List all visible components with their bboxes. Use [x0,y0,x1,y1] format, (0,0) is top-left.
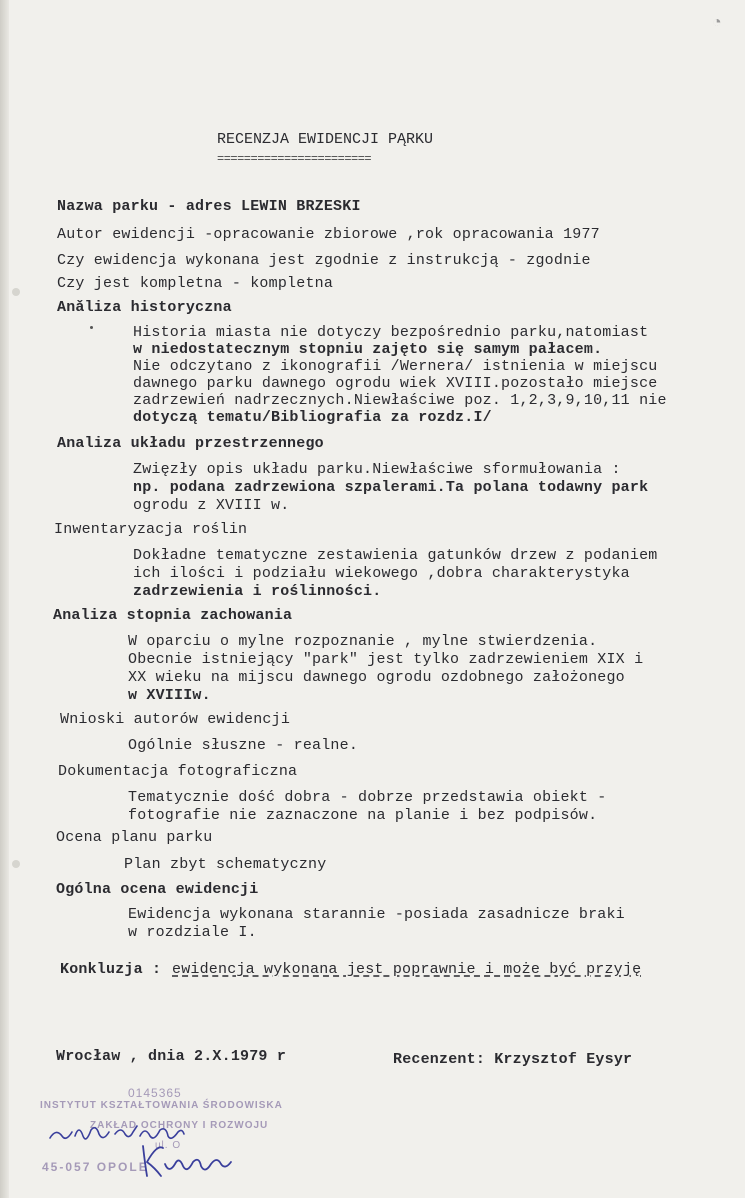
text-line: Ogólnie słuszne - realne. [128,737,359,754]
heading-overall-assessment: Ogólna ocena ewidencji [56,881,259,898]
text-line: w XVIIIw. [128,687,211,704]
corner-mark: ◔ [712,14,722,32]
text-line: ogrodu z XVIII w. [133,497,290,514]
text-line: dotyczą tematu/Bibliografia za rozdz.I/ [133,409,492,426]
heading-preservation: Analiza stopnia zachowania [53,607,293,624]
text-line: Tematycznie dość dobra - dobrze przedstawia obiekt - [128,789,607,806]
line-park-name: Nazwa parku - adres LEWIN BRZESKI [57,198,361,215]
document-title: RECENZJA EWIDENCJI PĄRKU [217,131,434,148]
text-line: np. podana zadrzewiona szpalerami.Ta polana todawny park [133,479,649,496]
text-line: Nie odczytano z ikonografii /Wernera/ istnienia w miejscu [133,358,658,375]
stamp-institution: INSTYTUT KSZTAŁTOWANIA ŚRODOWISKA [40,1100,283,1111]
heading-photo-documentation: Dokumentacja fotograficzna [58,763,298,780]
text-line: Plan zbyt schematyczny [124,856,327,873]
text-line: zadrzewienia i roślinności. [133,583,382,600]
signature [135,1138,245,1183]
heading-plan-assessment: Ocena planu parku [56,829,213,846]
text-line: zadrzewień nadrzecznych.Niewłaściwe poz. 1,2,3,9,10,11 nie [133,392,667,409]
stamp-line: ZAKŁAD OCHRONY I ROZWOJU [90,1120,269,1131]
text-line: Dokładne tematyczne zestawienia gatunków drzew z podaniem [133,547,658,564]
heading-plant-inventory: Inwentaryzacja roślin [54,521,248,538]
text-line: w rozdziale I. [128,924,257,941]
text-line: fotografie nie zaznaczone na planie i bez podpisów. [128,807,598,824]
stamp-number: 0145365 [128,1086,182,1100]
punch-hole [12,288,20,296]
punch-hole [12,860,20,868]
heading-conclusions: Wnioski autorów ewidencji [60,711,291,728]
place-date: Wrocław , dnia 2.X.1979 r [56,1048,287,1065]
text-line: Ewidencja wykonana starannie -posiada zasadnicze braki [128,906,625,923]
text-line: ich ilości i podziału wiekowego ,dobra charakterystyka [133,565,630,582]
text-line: XX wieku na mijscu dawnego ogrodu ozdobnego założonego [128,669,625,686]
line-author: Autor ewidencji -opracowanie zbiorowe ,rok opracowania 1977 [57,226,600,243]
text-line: w niedostatecznym stopniu zajęto się samym pałacem. [133,341,603,358]
title-underline: ======================= [217,152,372,166]
text-line: Zwięzły opis układu parku.Niewłaściwe sformułowania : [133,461,621,478]
heading-historical-analysis: Anǎliza historyczna [57,299,232,316]
page-left-edge [0,0,9,1198]
line-completeness: Czy jest kompletna - kompletna [57,275,334,292]
text-line: W oparciu o mylne rozpoznanie , mylne stwierdzenia. [128,633,598,650]
ink-dot [90,326,93,329]
stamp-city: 45-057 OPOLE [42,1160,149,1174]
text-line: Obecnie istniejący "park" jest tylko zadrzewieniem XIX i [128,651,644,668]
text-line: dawnego parku dawnego ogrodu wiek XVIII.pozostało miejsce [133,375,658,392]
conclusion-text: ewidencja wykonana jest poprawnie i może być przyję [172,961,642,978]
text-line: Historia miasta nie dotyczy bezpośrednio parku,natomiast [133,324,649,341]
heading-spatial-layout: Analiza układu przestrzennego [57,435,324,452]
conclusion-label: Konkluzja : [60,961,162,978]
stamp-line: ul. O [155,1140,182,1151]
line-compliance: Czy ewidencja wykonana jest zgodnie z instrukcją - zgodnie [57,252,591,269]
reviewer: Recenzent: Krzysztof Eysyr [393,1051,633,1068]
